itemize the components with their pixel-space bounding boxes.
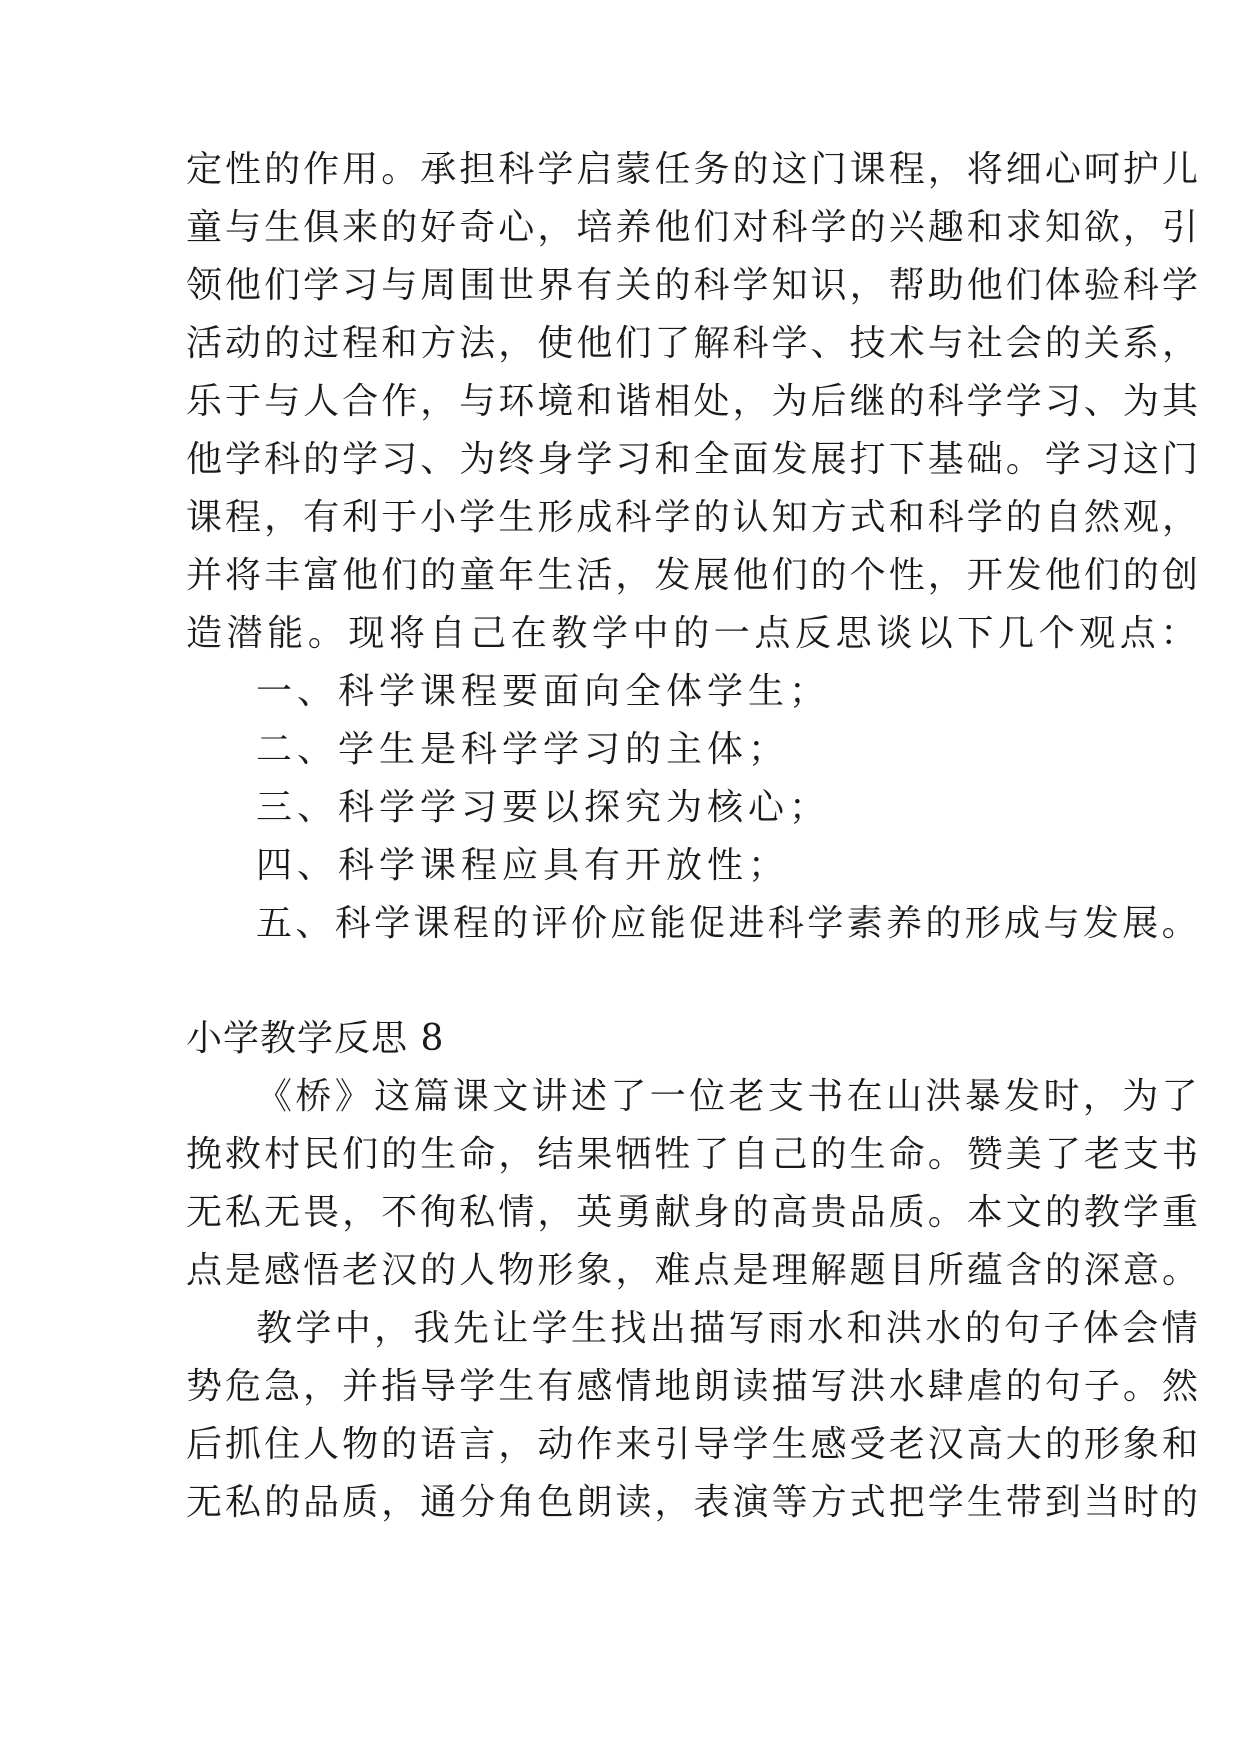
- paragraph-3-line: 后抓住人物的语言，动作来引导学生感受老汉高大的形象和: [186, 1424, 1202, 1465]
- paragraph-3-line: 教学中，我先让学生找出描写雨水和洪水的句子体会情: [256, 1308, 1202, 1349]
- paragraph-3-line: 无私的品质，通分角色朗读，表演等方式把学生带到当时的: [186, 1482, 1202, 1523]
- paragraph-3-line: 势危急，并指导学生有感情地朗读描写洪水肆虐的句子。然: [186, 1366, 1202, 1407]
- paragraph-2-line: 《桥》这篇课文讲述了一位老支书在山洪暴发时，为了: [256, 1076, 1202, 1117]
- paragraph-2-line: 点是感悟老汉的人物形象，难点是理解题目所蕴含的深意。: [186, 1250, 1202, 1291]
- viewpoint-item: 二、学生是科学学习的主体；: [256, 729, 790, 770]
- paragraph-1-line: 并将丰富他们的童年生活，发展他们的个性，开发他们的创: [186, 555, 1202, 596]
- paragraph-1-line: 童与生俱来的好奇心，培养他们对科学的兴趣和求知欲，引: [186, 207, 1202, 248]
- viewpoint-item: 三、科学学习要以探究为核心；: [256, 787, 831, 828]
- paragraph-1-line: 活动的过程和方法，使他们了解科学、技术与社会的关系，: [186, 323, 1202, 364]
- paragraph-1-line: 定性的作用。承担科学启蒙任务的这门课程，将细心呵护儿: [186, 149, 1202, 190]
- paragraph-2-line: 无私无畏，不徇私情，英勇献身的高贵品质。本文的教学重: [186, 1192, 1202, 1233]
- paragraph-2-line: 挽救村民们的生命，结果牺牲了自己的生命。赞美了老支书: [186, 1134, 1202, 1175]
- viewpoint-item: 五、科学课程的评价应能促进科学素养的形成与发展。: [256, 903, 1202, 944]
- paragraph-1-line: 他学科的学习、为终身学习和全面发展打下基础。学习这门: [186, 439, 1202, 480]
- paragraph-1-line: 课程，有利于小学生形成科学的认知方式和科学的自然观，: [186, 497, 1202, 538]
- viewpoint-item: 一、科学课程要面向全体学生；: [256, 671, 831, 712]
- paragraph-1-line: 乐于与人合作，与环境和谐相处，为后继的科学学习、为其: [186, 381, 1202, 422]
- paragraph-1-line: 造潜能。现将自己在教学中的一点反思谈以下几个观点：: [186, 613, 1202, 654]
- viewpoint-item: 四、科学课程应具有开放性；: [256, 845, 790, 886]
- paragraph-1-line: 领他们学习与周围世界有关的科学知识，帮助他们体验科学: [186, 265, 1202, 306]
- section-heading: 小学教学反思 8: [186, 1018, 445, 1059]
